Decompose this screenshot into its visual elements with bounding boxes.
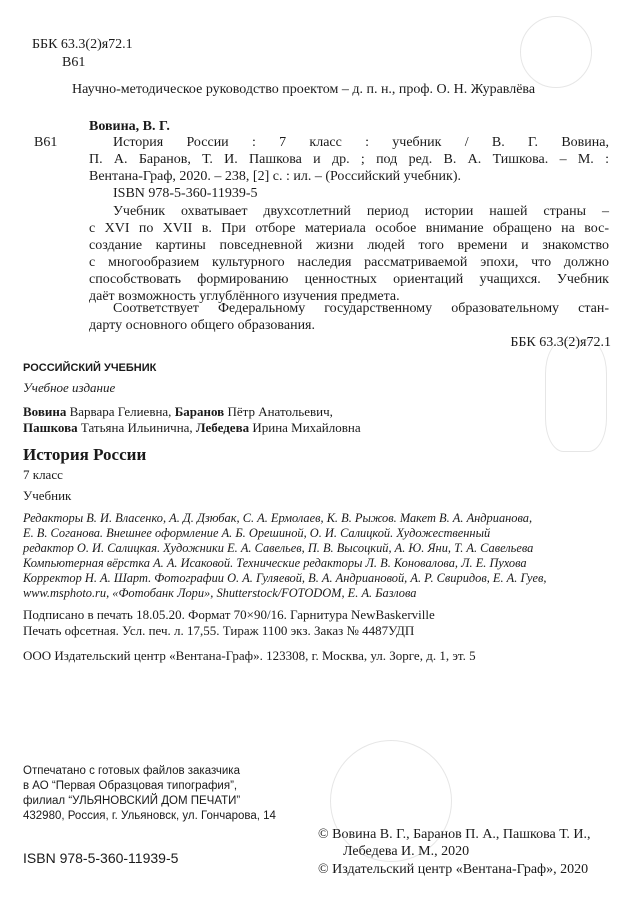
catalog-author: Вовина, В. Г. bbox=[89, 119, 170, 134]
copyright-1: © Вовина В. Г., Баранов П. А., Пашкова Т. И., bbox=[318, 827, 591, 842]
catalog-line: История России : 7 класс : учебник / В. Г. Вовина, bbox=[113, 135, 609, 150]
author-name: Варвара Гелиевна, bbox=[66, 404, 175, 419]
printer-line: филиал “УЛЬЯНОВСКИЙ ДОМ ПЕЧАТИ” bbox=[23, 795, 241, 807]
printer-info bbox=[23, 764, 276, 824]
authors-line-2 bbox=[23, 420, 361, 436]
annotation-line: даёт возможность углублённого изучения предмета. bbox=[89, 289, 400, 304]
author-name: Ирина Михайловна bbox=[249, 420, 361, 435]
bleed-through-mark bbox=[545, 340, 607, 452]
header-bbk: ББК 63.3(2)я72.1 bbox=[32, 37, 133, 52]
credits-line: редактор О. И. Салицкая. Художники Е. А. Савельев, П. В. Высоцкий, А. Ю. Яни, Т. А. Савельева bbox=[23, 541, 534, 555]
authors-line-1 bbox=[23, 404, 333, 420]
printer-line: Отпечатано с готовых файлов заказчика bbox=[23, 765, 240, 777]
series-label: РОССИЙСКИЙ УЧЕБНИК bbox=[23, 362, 157, 374]
catalog-line: П. А. Баранов, Т. И. Пашкова и др. ; под ред. В. А. Тишкова. – М. : bbox=[89, 152, 609, 167]
credits-line: Редакторы В. И. Власенко, А. Д. Дзюбак, С. А. Ермолаев, К. В. Рыжов. Макет В. А. Андрианова, bbox=[23, 511, 533, 525]
annotation-line: способствовать формированию ценностных ориентаций учащихся. Учебник bbox=[89, 272, 609, 287]
annotation-line: Учебник охватывает двухсотлетний период истории нашей страны – bbox=[113, 204, 609, 219]
isbn-line: ISBN 978-5-360-11939-5 bbox=[113, 186, 258, 201]
catalog-sign: В61 bbox=[34, 135, 58, 150]
credits-line: Е. В. Соганова. Внешнее оформление А. Б. Орешиной, О. И. Салицкой. Художественный bbox=[23, 526, 491, 540]
printer-line: в АО “Первая Образцовая типография”, bbox=[23, 780, 238, 792]
project-supervisor: Научно-методическое руководство проектом – д. п. н., проф. О. Н. Журавлёва bbox=[72, 82, 536, 97]
author-name: Пётр Анатольевич, bbox=[224, 404, 333, 419]
annotation-line: создание картины повседневной жизни людей того времени и знакомство bbox=[89, 238, 609, 253]
isbn-footer: ISBN 978-5-360-11939-5 bbox=[23, 850, 179, 866]
catalog-line: Вентана-Граф, 2020. – 238, [2] с. : ил. – (Российский учебник). bbox=[89, 169, 462, 184]
credits-line: www.msphoto.ru, «Фотобанк Лори», Shutterstock/FOTODOM, Е. А. Базлова bbox=[23, 586, 417, 600]
printer-line: 432980, Россия, г. Ульяновск, ул. Гончарова, 14 bbox=[23, 810, 276, 822]
author-surname: Вовина bbox=[23, 404, 67, 419]
print-info-2: Печать офсетная. Усл. печ. л. 17,55. Тираж 1100 экз. Заказ № 4487УДП bbox=[23, 623, 415, 638]
publisher-address: ООО Издательский центр «Вентана-Граф». 123308, г. Москва, ул. Зорге, д. 1, эт. 5 bbox=[23, 648, 476, 663]
author-name: Татьяна Ильинична, bbox=[77, 420, 196, 435]
author-surname: Баранов bbox=[174, 404, 225, 419]
book-type: Учебник bbox=[23, 488, 72, 503]
standard-note bbox=[89, 300, 609, 334]
standard-line: дарту основного общего образования. bbox=[89, 318, 315, 333]
annotation bbox=[89, 203, 609, 305]
copyright-2: Лебедева И. М., 2020 bbox=[343, 844, 470, 859]
edition-type: Учебное издание bbox=[23, 380, 116, 395]
author-surname: Лебедева bbox=[195, 420, 250, 435]
annotation-line: с многообразием культурного наследия рассматриваемой эпохи, что должно bbox=[89, 255, 609, 270]
copyright-3: © Издательский центр «Вентана-Граф», 2020 bbox=[318, 862, 589, 877]
bleed-through-mark bbox=[520, 16, 592, 88]
credits-line: Корректор Н. А. Шарт. Фотографии О. А. Гуляевой, В. А. Андриановой, А. Р. Свиридов, Е. А. Гуев, bbox=[23, 571, 547, 585]
print-info-1: Подписано в печать 18.05.20. Формат 70×90/16. Гарнитура NewBaskerville bbox=[23, 607, 435, 622]
credits bbox=[23, 511, 623, 601]
book-title: История России bbox=[23, 445, 147, 464]
header-author-sign: В61 bbox=[62, 55, 86, 70]
credits-line: Компьютерная вёрстка А. А. Исаковой. Технические редакторы Л. В. Коновалова, Л. Е. Пухова bbox=[23, 556, 527, 570]
standard-line: Соответствует Федеральному государственному образовательному стан- bbox=[113, 301, 609, 316]
catalog-description bbox=[89, 134, 609, 202]
grade: 7 класс bbox=[23, 467, 63, 482]
bbk-right: ББК 63.3(2)я72.1 bbox=[510, 335, 611, 350]
annotation-line: с XVI по XVII в. При отборе материала особое внимание обращено на вос- bbox=[89, 221, 609, 236]
author-surname: Пашкова bbox=[23, 420, 78, 435]
